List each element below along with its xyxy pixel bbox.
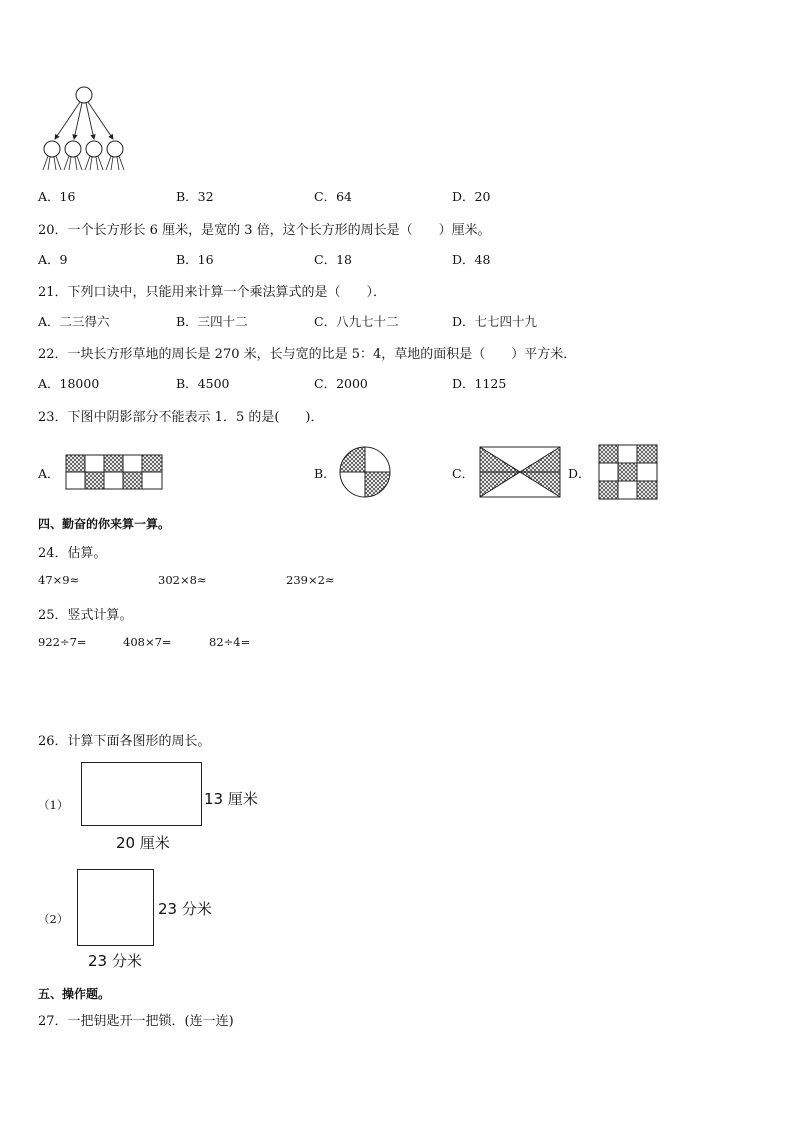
q21-option-b[interactable]: B．三四十二 xyxy=(176,314,248,329)
q23-figure-c xyxy=(479,446,561,498)
tree-child-node xyxy=(107,141,123,157)
q23-figure-b xyxy=(338,445,392,499)
q20-option-c[interactable]: C．18 xyxy=(314,252,352,267)
q26-square-bottom-label: 23 分米 xyxy=(88,952,142,970)
q23-option-b[interactable]: B． xyxy=(314,466,336,481)
q23-option-c[interactable]: C． xyxy=(452,466,475,481)
q22-option-c[interactable]: C．2000 xyxy=(314,376,368,391)
q25-item-1: 922÷7= xyxy=(38,635,87,649)
q20-option-b[interactable]: B．16 xyxy=(176,252,214,267)
q24-question: 24．估算。 xyxy=(38,546,107,561)
q26-fig2-label: （2） xyxy=(38,912,69,926)
q26-rect-height-label: 13 厘米 xyxy=(204,790,258,808)
q22-question: 22．一块长方形草地的周长是 270 米，长与宽的比是 5：4，草地的面积是（ ）平方米． xyxy=(38,347,577,362)
q21-option-a[interactable]: A．二三得六 xyxy=(38,314,110,329)
tree-root-node xyxy=(76,87,92,103)
q23-question: 23．下图中阴影部分不能表示 1．5 的是( )． xyxy=(38,410,324,425)
q25-item-3: 82÷4= xyxy=(209,635,251,649)
q21-option-c[interactable]: C．八九七十二 xyxy=(314,314,399,329)
q27-question: 27．一把钥匙开一把锁．(连一连) xyxy=(38,1014,234,1029)
q26-square xyxy=(77,869,154,946)
q23-figure-d xyxy=(598,444,658,500)
q26-question: 26．计算下面各图形的周长。 xyxy=(38,734,211,749)
q22-option-d[interactable]: D．1125 xyxy=(452,376,507,391)
section-4-title: 四、勤奋的你来算一算。 xyxy=(38,517,171,531)
q26-rect-width-label: 20 厘米 xyxy=(116,834,170,852)
q26-rectangle xyxy=(81,762,202,826)
q25-question: 25．竖式计算。 xyxy=(38,608,133,623)
q20-question: 20．一个长方形长 6 厘米，是宽的 3 倍，这个长方形的周长是（ ）厘米。 xyxy=(38,223,491,238)
tree-child-node xyxy=(44,141,60,157)
q23-option-a[interactable]: A． xyxy=(38,466,60,481)
q26-fig1-label: （1） xyxy=(38,798,69,812)
q19-option-d[interactable]: D．20 xyxy=(452,189,491,204)
q24-item-1: 47×9≈ xyxy=(38,573,80,587)
q20-option-a[interactable]: A．9 xyxy=(38,252,68,267)
tree-diagram xyxy=(38,84,133,174)
q26-square-side-label: 23 分米 xyxy=(158,900,212,918)
q20-option-d[interactable]: D．48 xyxy=(452,252,491,267)
q25-item-2: 408×7= xyxy=(123,635,172,649)
q21-question: 21．下列口诀中，只能用来计算一个乘法算式的是（ ）． xyxy=(38,285,387,300)
q22-option-b[interactable]: B．4500 xyxy=(176,376,230,391)
q19-option-b[interactable]: B．32 xyxy=(176,189,214,204)
q24-item-3: 239×2≈ xyxy=(286,573,335,587)
q22-option-a[interactable]: A．18000 xyxy=(38,376,100,391)
section-5-title: 五、操作题。 xyxy=(38,987,111,1001)
q24-item-2: 302×8≈ xyxy=(158,573,207,587)
q19-option-c[interactable]: C．64 xyxy=(314,189,352,204)
q21-option-d[interactable]: D．七七四十九 xyxy=(452,314,538,329)
tree-child-node xyxy=(86,141,102,157)
tree-child-node xyxy=(65,141,81,157)
q23-figure-a xyxy=(65,454,163,490)
q23-option-d[interactable]: D． xyxy=(568,466,591,481)
q19-option-a[interactable]: A．16 xyxy=(38,189,76,204)
